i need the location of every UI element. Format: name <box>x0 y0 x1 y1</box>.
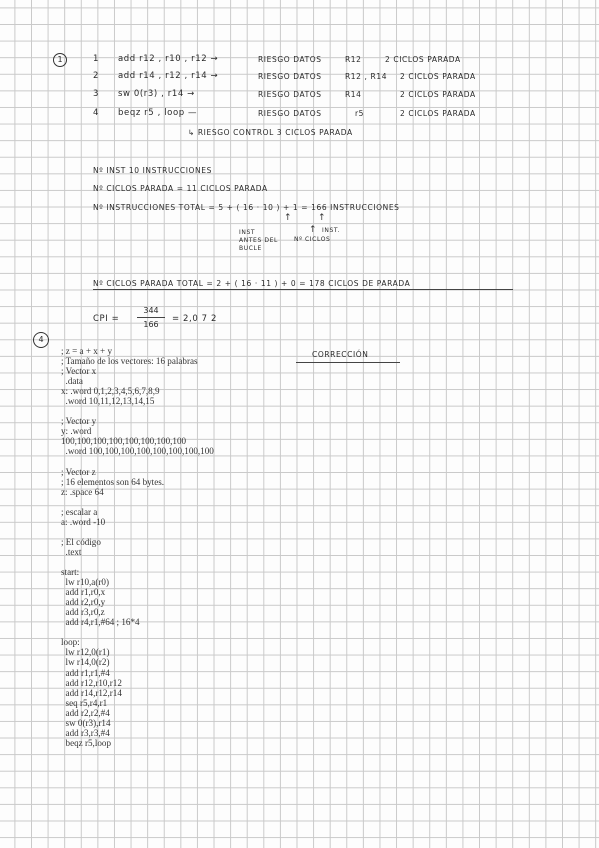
code-line: loop: <box>61 637 80 648</box>
code-line: lw r10,a(r0) <box>61 577 109 588</box>
code-line <box>61 557 214 567</box>
cpi-label: CPI = <box>93 314 120 324</box>
row-number: 1 <box>93 54 100 64</box>
code-line <box>61 406 214 416</box>
code-line: add r3,r3,#4 <box>61 727 110 738</box>
underline <box>296 362 400 363</box>
row-instruction: add r14 , r12 , r14 → <box>118 71 219 81</box>
row-stall: 2 CICLOS PARADA <box>400 90 476 99</box>
row-instruction: add r12 , r10 , r12 → <box>118 54 219 64</box>
code-line: add r2,r0,y <box>61 597 106 608</box>
num-stall-cycles: Nº CICLOS PARADA = 11 CICLOS PARADA <box>93 184 268 193</box>
code-line: start: <box>61 567 80 578</box>
cpi-numerator: 344 <box>143 306 159 315</box>
code-line: ; Vector y <box>61 416 97 427</box>
row-register: R12 <box>345 55 362 64</box>
code-line: y: .word <box>61 426 92 437</box>
code-line <box>61 457 214 467</box>
code-line: add r12,r10,r12 <box>61 677 122 688</box>
row-stall: 2 CICLOS PARADA <box>385 55 461 64</box>
row-stall: 2 CICLOS PARADA <box>400 72 476 81</box>
code-line: beqz r5,loop <box>61 737 112 748</box>
code-line: .word 100,100,100,100,100,100,100,100 <box>61 446 214 457</box>
total-stall-cycles-formula: Nº CICLOS PARADA TOTAL = 2 + ( 16 · 11 ) + 0 = 178 CICLOS DE PARADA <box>93 279 411 288</box>
code-line <box>61 497 214 507</box>
code-line: ; 16 elementos son 64 bytes. <box>61 476 165 487</box>
row-risk: RIESGO DATOS <box>258 55 322 64</box>
row-register: R12 , R14 <box>345 72 388 81</box>
underline <box>93 289 513 290</box>
code-line <box>61 627 214 637</box>
code-line: .text <box>61 546 82 557</box>
code-line: a: .word -10 <box>61 516 106 527</box>
code-line: ; escalar a <box>61 506 98 517</box>
row-risk: RIESGO DATOS <box>258 72 322 81</box>
code-line: .word 10,11,12,13,14,15 <box>61 396 155 407</box>
row-risk: RIESGO DATOS <box>258 90 322 99</box>
control-hazard-note: ↳ RIESGO CONTROL 3 CICLOS PARADA <box>188 128 353 137</box>
up-arrow-icon: ↑ <box>318 213 326 223</box>
code-line: .data <box>61 376 83 387</box>
row-register: r5 <box>355 109 365 118</box>
num-instructions: Nº INST 10 INSTRUCCIONES <box>93 166 212 175</box>
section-number-circle: 4 <box>33 332 49 348</box>
cpi-result: = 2,0 7 2 <box>172 314 217 324</box>
code-line: add r4,r1,#64 ; 16*4 <box>61 617 140 628</box>
code-line: ; El código <box>61 536 101 547</box>
row-stall: 2 CICLOS PARADA <box>400 109 476 118</box>
up-arrow-icon: ↑ <box>284 213 292 223</box>
code-line: x: .word 0,1,2,3,4,5,6,7,8,9 <box>61 386 160 397</box>
code-line: lw r14,0(r2) <box>61 657 110 668</box>
correction-heading: CORRECCIÓN <box>312 350 369 359</box>
code-line: seq r5,r4,r1 <box>61 697 108 708</box>
code-line: add r14,r12,r14 <box>61 687 122 698</box>
row-number: 3 <box>93 89 100 99</box>
annotation-inst: INST. <box>322 227 340 234</box>
code-line: add r1,r0,x <box>61 587 106 598</box>
code-line: sw 0(r3),r14 <box>61 717 111 728</box>
annotation-before-loop: INST ANTES DEL BUCLE <box>239 229 278 252</box>
code-line: ; z = a + x + y <box>61 346 112 356</box>
code-line: ; Vector x <box>61 366 97 377</box>
code-line <box>61 527 214 537</box>
code-line: ; Vector z <box>61 466 96 477</box>
cpi-denominator: 166 <box>143 320 159 329</box>
annotation-cycles: Nº CICLOS <box>294 236 331 243</box>
row-risk: RIESGO DATOS <box>258 109 322 118</box>
row-number: 4 <box>93 108 100 118</box>
assembly-code-block <box>61 346 214 748</box>
section-number-circle: 1 <box>53 53 67 67</box>
row-instruction: sw 0(r3) , r14 → <box>118 89 195 99</box>
fraction-bar <box>137 317 165 318</box>
total-instructions-formula: Nº INSTRUCCIONES TOTAL = 5 + ( 16 · 10 ) + 1 = 166 INSTRUCCIONES <box>93 203 400 212</box>
row-instruction: beqz r5 , loop — <box>118 108 198 118</box>
up-arrow-icon: ↑ <box>309 225 317 235</box>
code-line: lw r12,0(r1) <box>61 647 110 658</box>
code-line: add r1,r1,#4 <box>61 667 110 678</box>
code-line: 100,100,100,100,100,100,100,100 <box>61 436 187 447</box>
code-line: add r2,r2,#4 <box>61 707 110 718</box>
code-line: add r3,r0,z <box>61 607 105 618</box>
row-number: 2 <box>93 71 100 81</box>
row-register: R14 <box>345 90 362 99</box>
code-line: ; Tamaño de los vectores: 16 palabras <box>61 356 198 367</box>
code-line: z: .space 64 <box>61 486 104 497</box>
